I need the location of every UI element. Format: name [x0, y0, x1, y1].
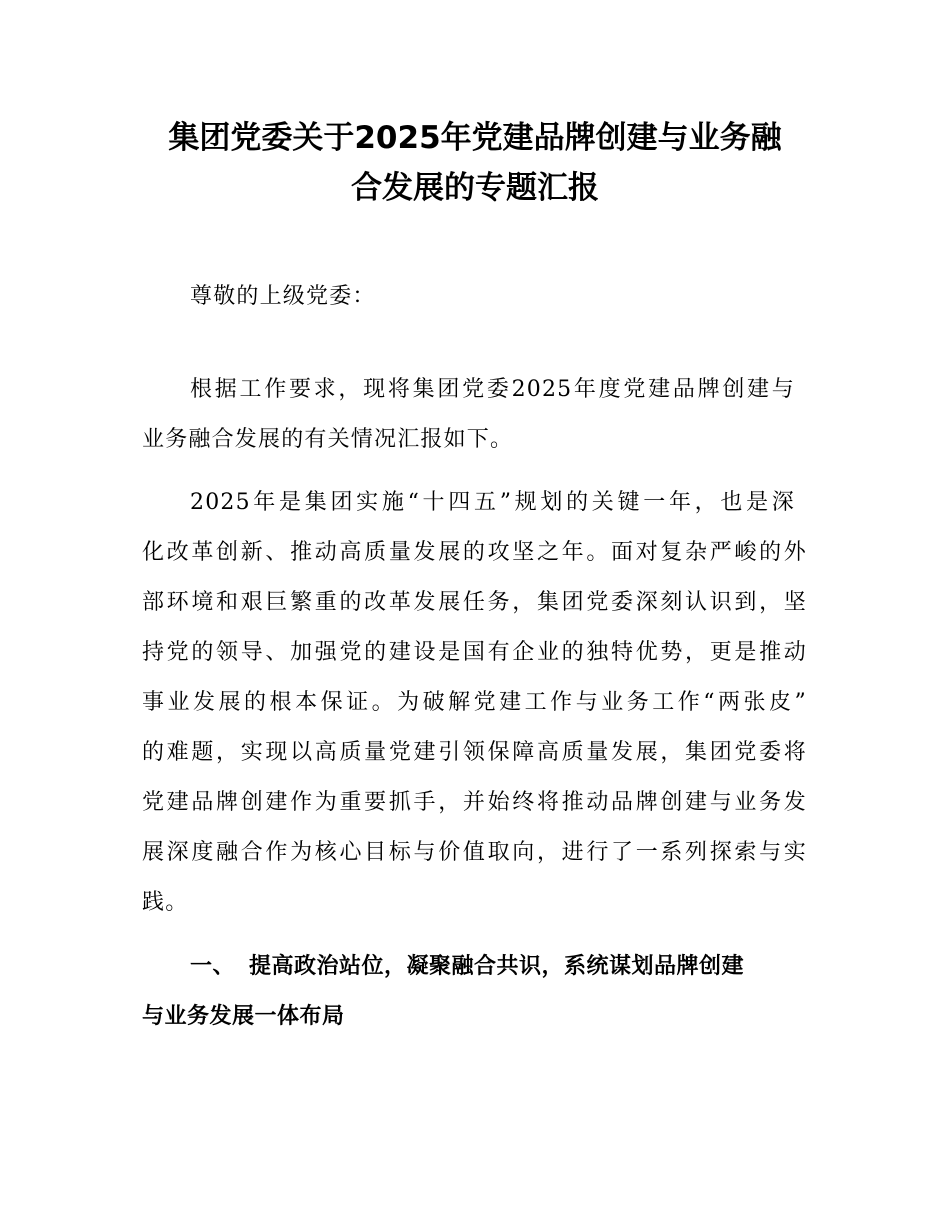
paragraph-2-line-1: 2025年是集团实施“十四五”规划的关键一年，也是深 — [190, 490, 795, 515]
section-1-title-part-1: 提高政治站位，凝聚融合共识，系统谋划品牌创建 — [249, 954, 745, 979]
section-1-heading-line-1 — [190, 952, 744, 982]
document-title-line-1: 集团党委关于2025年党建品牌创建与业务融 — [168, 120, 782, 156]
section-1-number: 一、 — [190, 954, 236, 979]
paragraph-1-line-2: 业务融合发展的有关情况汇报如下。 — [142, 427, 514, 452]
paragraph-2-line-8: 展深度融合作为核心目标与价值取向，进行了一系列探索与实 — [142, 840, 807, 865]
paragraph-2-line-2: 化改革创新、推动高质量发展的攻坚之年。面对复杂严峻的外 — [142, 540, 807, 565]
paragraph-2-line-6: 的难题，实现以高质量党建引领保障高质量发展，集团党委将 — [142, 740, 807, 765]
paragraph-2-line-7: 党建品牌创建作为重要抓手，并始终将推动品牌创建与业务发 — [142, 790, 807, 815]
paragraph-2-line-4: 持党的领导、加强党的建设是国有企业的独特优势，更是推动 — [142, 640, 807, 665]
paragraph-1-line-1: 根据工作要求，现将集团党委2025年度党建品牌创建与 — [190, 377, 795, 402]
paragraph-2-line-9: 践。 — [142, 890, 189, 915]
salutation: 尊敬的上级党委： — [190, 284, 376, 309]
section-1-heading-line-2: 与业务发展一体布局 — [142, 1004, 345, 1029]
document-title-line-2: 合发展的专题汇报 — [351, 170, 599, 206]
paragraph-2-line-5: 事业发展的根本保证。为破解党建工作与业务工作“两张皮” — [142, 690, 807, 715]
paragraph-2-line-3: 部环境和艰巨繁重的改革发展任务，集团党委深刻认识到，坚 — [142, 590, 807, 615]
